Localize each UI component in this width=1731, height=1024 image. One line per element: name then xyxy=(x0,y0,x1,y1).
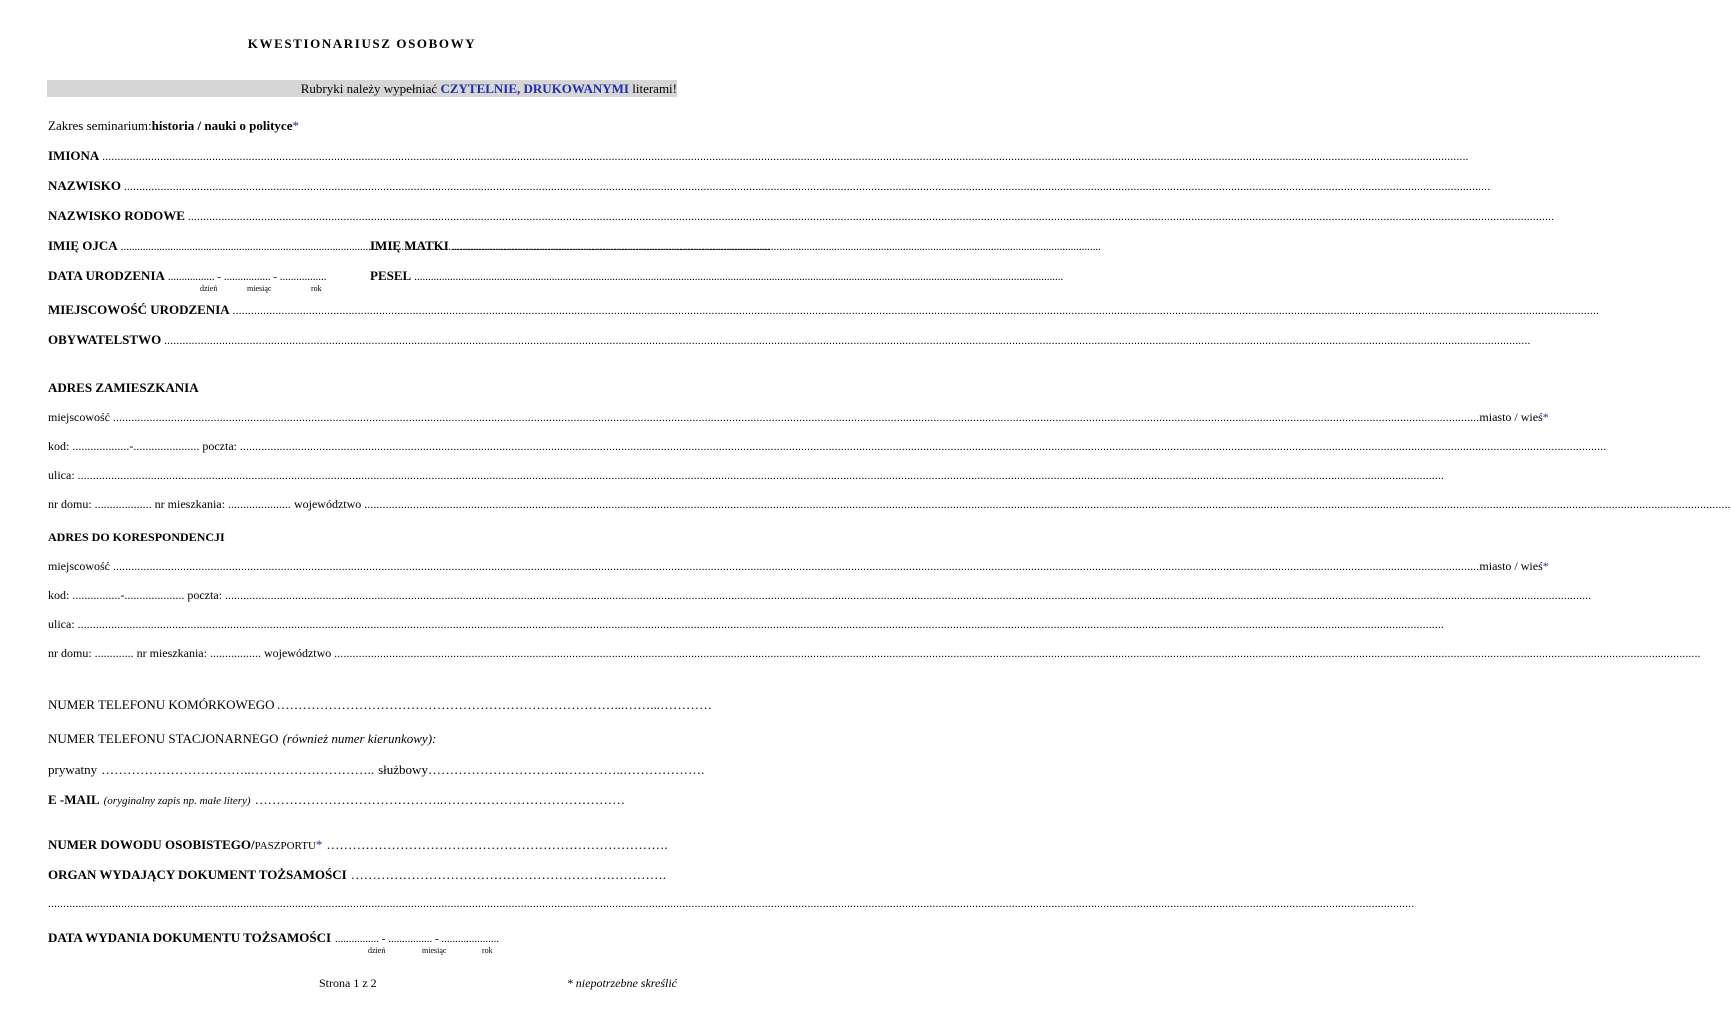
issue-date-field[interactable] xyxy=(48,930,676,946)
residence-heading: ADRES ZAMIESZKANIA xyxy=(48,380,199,395)
seminar-label: Zakres seminarium: xyxy=(48,118,152,133)
private-phone-label: prywatny xyxy=(48,762,98,777)
birth-place-field[interactable] xyxy=(48,302,676,318)
email-label: E -MAIL xyxy=(48,792,100,807)
mobile-phone-label: NUMER TELEFONU KOMÓRKOWEGO xyxy=(48,697,275,712)
id-number-label: NUMER DOWODU OSOBISTEGO/ xyxy=(48,837,255,852)
citizenship-label: OBYWATELSTWO xyxy=(48,332,162,347)
residence-house-field[interactable] xyxy=(48,497,676,512)
residence-postcode-dots xyxy=(240,441,1606,453)
corr-street-dots xyxy=(78,619,1444,631)
instruction-banner xyxy=(47,80,677,97)
issuer-fill: ………………………………………………………………. xyxy=(350,867,666,882)
surname-label: NAZWISKO xyxy=(48,178,121,193)
strike-note: * niepotrzebne skreślić xyxy=(566,976,677,990)
citizenship-field[interactable] xyxy=(48,332,676,348)
banner-highlight: CZYTELNIE, DRUKOWANYMI xyxy=(440,81,629,96)
banner-suffix: literami! xyxy=(628,81,677,96)
family-name-field[interactable] xyxy=(48,208,676,224)
pesel-field[interactable] xyxy=(370,268,676,284)
issue-year-caption: rok xyxy=(482,946,493,955)
residence-town-village: miasto / wieś xyxy=(1479,410,1543,424)
father-name-field[interactable] xyxy=(48,238,354,254)
issuer-continuation-dots xyxy=(48,898,1414,910)
mobile-phone-field[interactable] xyxy=(48,697,713,713)
mother-name-dots xyxy=(452,241,1101,253)
residence-locality-label: miejscowość xyxy=(48,410,110,424)
seminar-star: * xyxy=(292,118,299,133)
work-phone-label: służbowy xyxy=(378,762,428,777)
corr-locality-dots xyxy=(113,561,1479,573)
mother-name-field[interactable] xyxy=(370,238,676,254)
birth-year-caption: rok xyxy=(311,284,322,293)
residence-postcode-field[interactable] xyxy=(48,439,676,454)
seminar-row xyxy=(48,118,676,134)
pesel-dots xyxy=(414,271,1063,283)
corr-postcode-dots xyxy=(225,590,1591,602)
birth-month-caption: miesiąc xyxy=(247,284,272,293)
corr-postcode-label: kod: ................-.................... poczta: xyxy=(48,588,222,602)
corr-house-label: nr domu: ............. nr mieszkania: ................. województwo xyxy=(48,646,332,660)
corr-house-dots xyxy=(334,648,1700,660)
email-note: (oryginalny zapis np. małe litery) xyxy=(103,795,251,807)
landline-label: NUMER TELEFONU STACJONARNEGO xyxy=(48,731,279,746)
corr-house-field[interactable] xyxy=(48,646,676,661)
birth-place-label: MIEJSCOWOŚĆ URODZENIA xyxy=(48,302,230,317)
corr-locality-field[interactable] xyxy=(48,559,1549,574)
landline-heading-row xyxy=(48,731,676,747)
id-number-fill: ……………………………………………………………………. xyxy=(326,837,668,852)
residence-house-dots xyxy=(364,499,1730,511)
residence-house-label: nr domu: ................... nr mieszkania: ..................... województwo xyxy=(48,497,362,511)
pesel-label: PESEL xyxy=(370,268,412,283)
issuer-continuation[interactable] xyxy=(48,898,670,910)
residence-locality-field[interactable] xyxy=(48,410,1549,425)
residence-street-field[interactable] xyxy=(48,468,676,483)
surname-field[interactable] xyxy=(48,178,676,194)
work-phone-fill: …………………………..…………..………………. xyxy=(427,762,705,777)
issuer-label: ORGAN WYDAJĄCY DOKUMENT TOŻSAMOŚCI xyxy=(48,867,347,882)
father-name-label: IMIĘ OJCA xyxy=(48,238,118,253)
issue-date-fill: ................ - ................ - ..................... xyxy=(335,933,500,945)
residence-postcode-label: kod: ...................-...................... poczta: xyxy=(48,439,237,453)
corr-postcode-field[interactable] xyxy=(48,588,676,603)
mother-name-label: IMIĘ MATKI xyxy=(370,238,449,253)
id-star: * xyxy=(315,837,323,852)
correspondence-heading: ADRES DO KORESPONDENCJI xyxy=(48,530,225,544)
issue-month-caption: miesiąc xyxy=(422,946,447,955)
email-fill: ……………………………………..…………………………………… xyxy=(254,792,626,807)
corr-star: * xyxy=(1542,559,1549,573)
issuer-field[interactable] xyxy=(48,867,676,883)
corr-town-village: miasto / wieś xyxy=(1479,559,1543,573)
id-number-field[interactable] xyxy=(48,837,676,853)
landline-note: (również numer kierunkowy): xyxy=(282,731,437,746)
email-field[interactable] xyxy=(48,792,676,808)
surname-dots xyxy=(124,181,1490,193)
mobile-phone-fill: ……………………………………………………………………...……...………… xyxy=(276,697,713,712)
residence-street-dots xyxy=(78,470,1444,482)
first-names-field[interactable] xyxy=(48,148,676,164)
issue-day-caption: dzień xyxy=(368,946,386,955)
private-work-phone-field[interactable] xyxy=(48,762,705,778)
issue-date-label: DATA WYDANIA DOKUMENTU TOŻSAMOŚCI xyxy=(48,930,332,945)
family-name-dots xyxy=(188,211,1554,223)
corr-street-label: ulica: xyxy=(48,617,75,631)
corr-street-field[interactable] xyxy=(48,617,676,632)
birth-date-label: DATA URODZENIA xyxy=(48,268,165,283)
passport-label: PASZPORTU xyxy=(254,840,316,852)
first-names-dots xyxy=(102,151,1468,163)
seminar-value: historia / nauki o polityce xyxy=(151,118,293,133)
residence-locality-dots xyxy=(113,412,1479,424)
first-names-label: IMIONA xyxy=(48,148,100,163)
family-name-label: NAZWISKO RODOWE xyxy=(48,208,185,223)
birth-place-dots xyxy=(233,305,1599,317)
birth-date-field[interactable] xyxy=(48,268,354,284)
residence-star: * xyxy=(1542,410,1549,424)
citizenship-dots xyxy=(164,335,1530,347)
banner-prefix: Rubryki należy wypełniać xyxy=(300,81,441,96)
page-number: Strona 1 z 2 xyxy=(319,976,377,990)
birth-date-fill: ................. - ................. - ................. xyxy=(167,271,327,283)
birth-day-caption: dzień xyxy=(200,284,218,293)
private-phone-fill: ……………………………..……………………….. xyxy=(101,762,375,777)
corr-locality-label: miejscowość xyxy=(48,559,110,573)
residence-street-label: ulica: xyxy=(48,468,75,482)
form-title: KWESTIONARIUSZ OSOBOWY xyxy=(247,36,477,51)
